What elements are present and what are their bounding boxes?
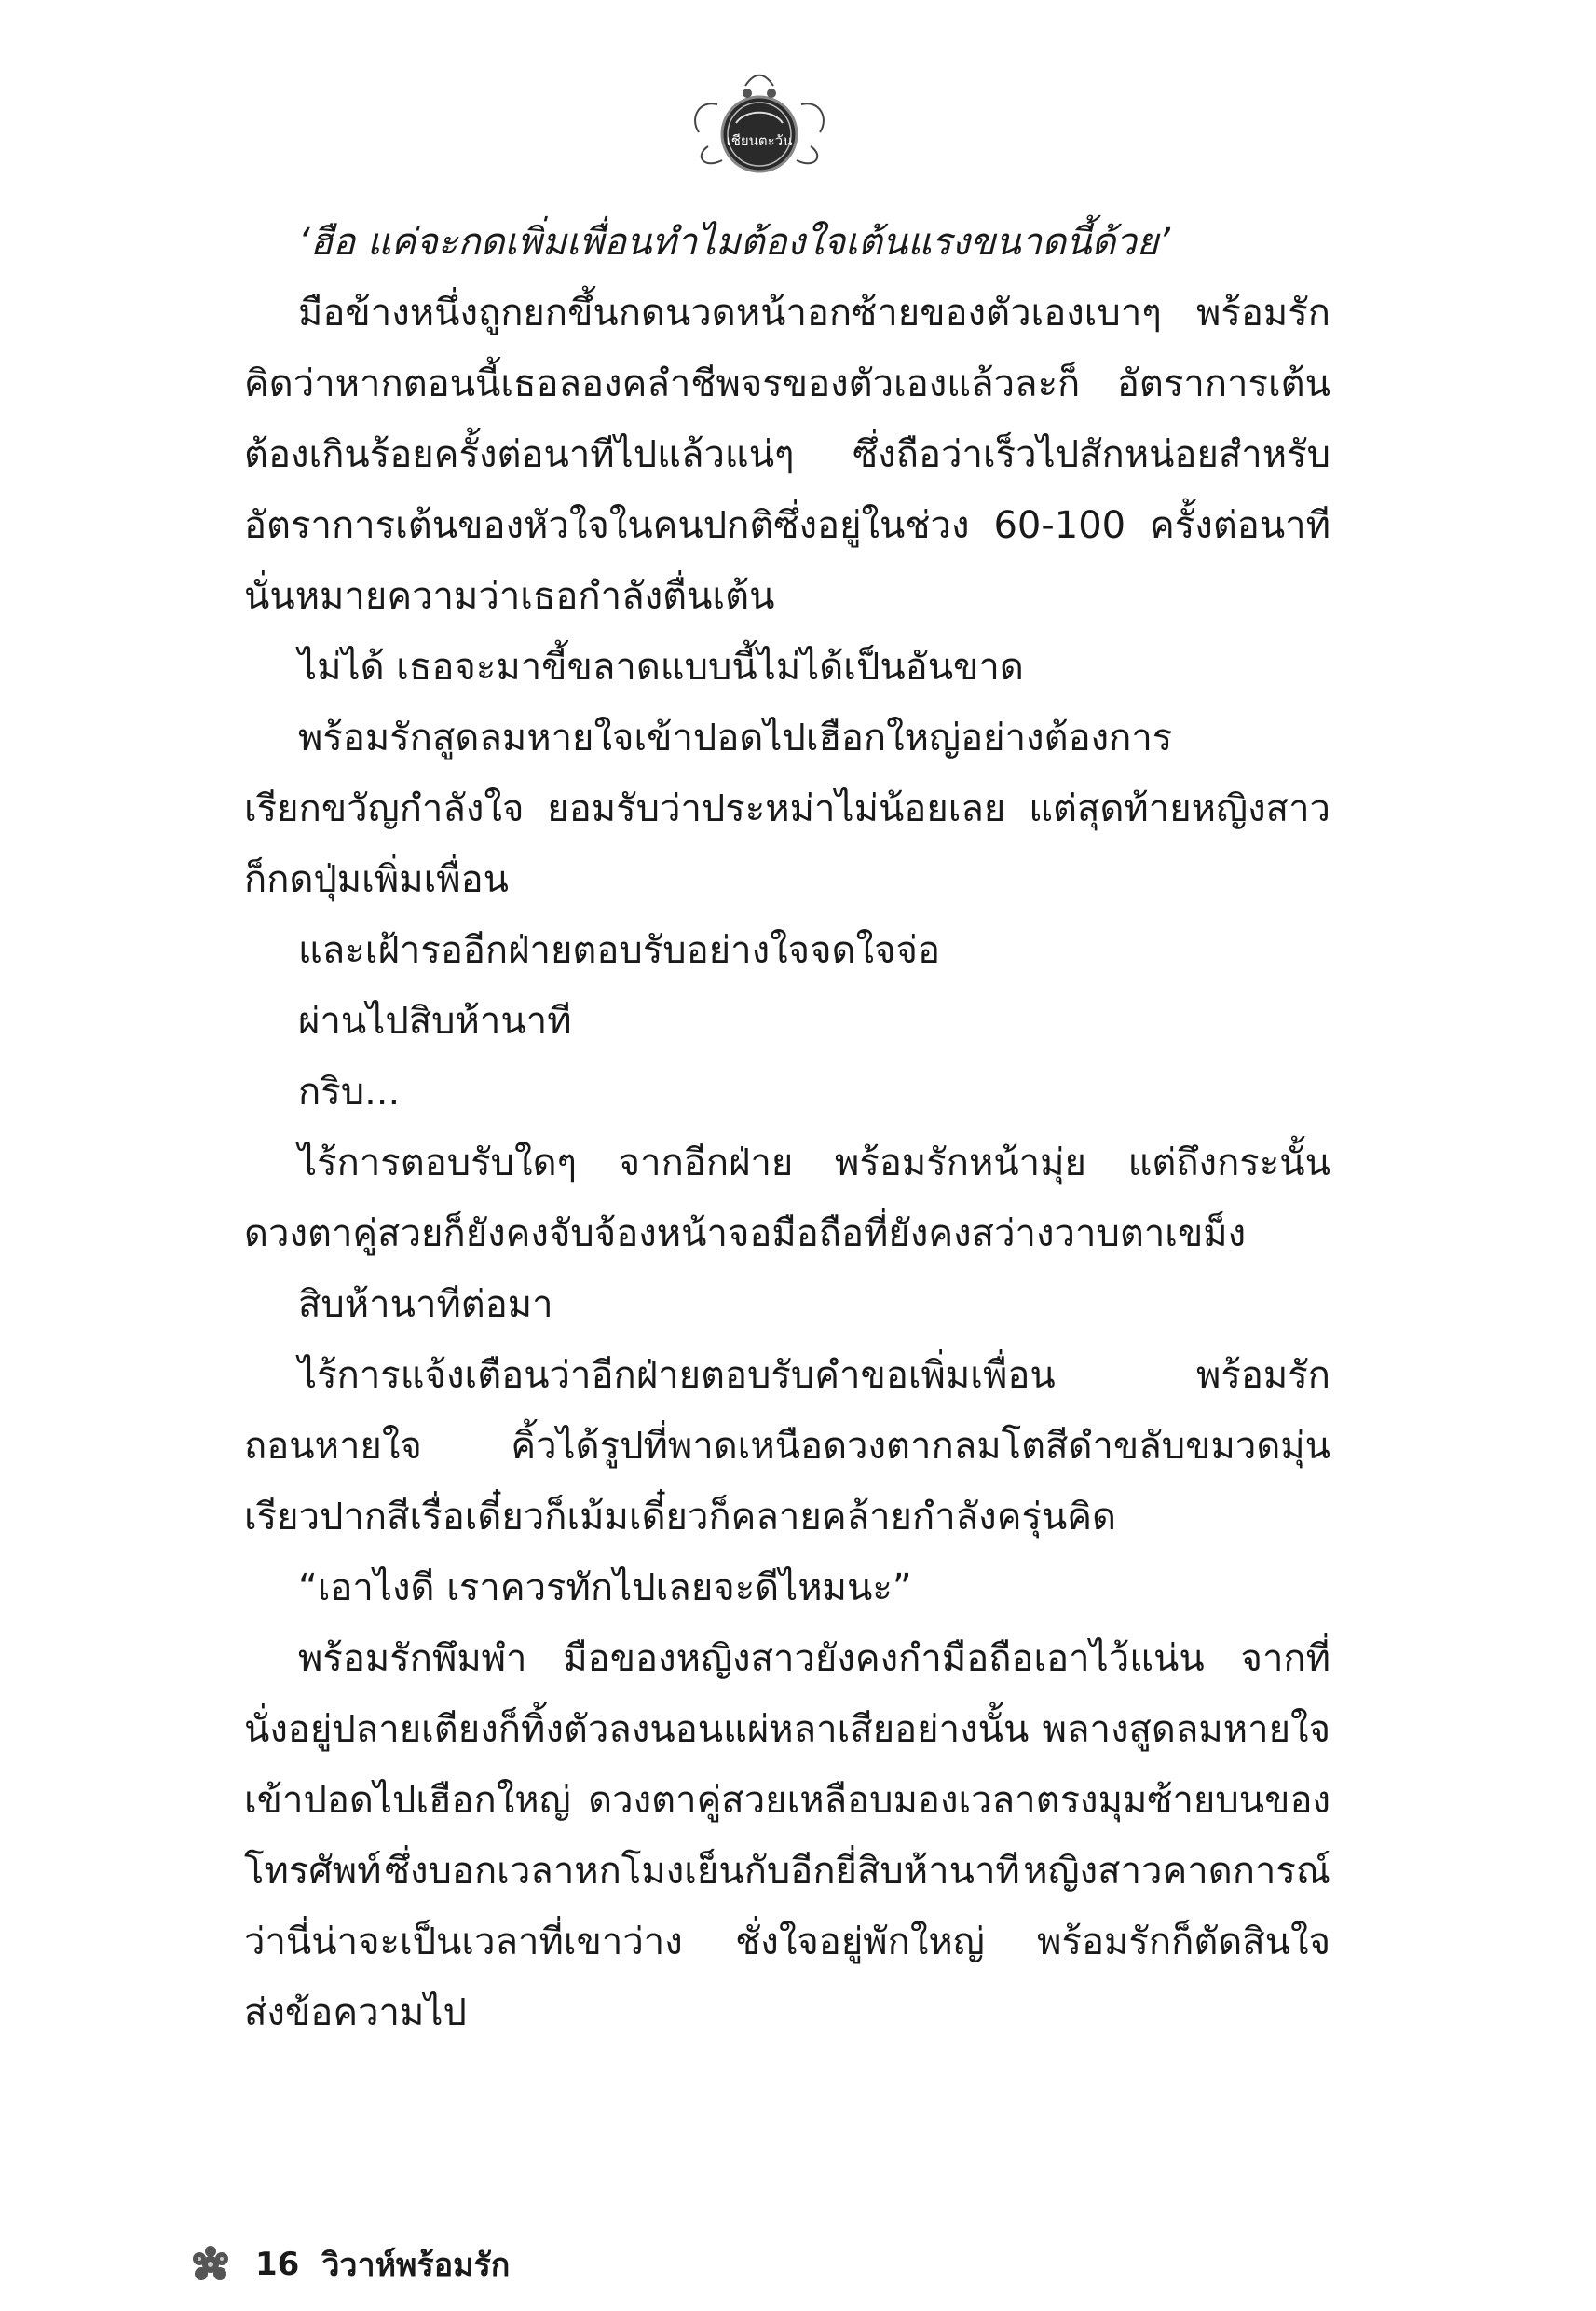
text-line: ไร้การตอบรับใดๆ จากอีกฝ่าย พร้อมรักหน้ามุ่ย แต่ถึงกระนั้น (298, 1142, 1330, 1184)
text-line: ว่านี่น่าจะเป็นเวลาที่เขาว่าง ชั่งใจอยู่พักใหญ่ พร้อมรักก็ตัดสินใจ (244, 1921, 1330, 1963)
paragraph (244, 915, 1330, 986)
text-line: ไม่ได้ เธอจะมาขี้ขลาดแบบนี้ไม่ได้เป็นอันขาด (298, 646, 1024, 689)
text-line: นั่นหมายความว่าเธอกำลังตื่นเต้น (244, 575, 775, 618)
paragraph (244, 1552, 1330, 1623)
text-line: สิบห้านาทีต่อมา (298, 1283, 553, 1326)
paragraph (244, 632, 1330, 703)
text-line: ดวงตาคู่สวยก็ยังคงจับจ้องหน้าจอมือถือที่ยังคงสว่างวาบตาเขม็ง (244, 1212, 1247, 1255)
text-line: ต้องเกินร้อยครั้งต่อนาทีไปแล้วแน่ๆ ซึ่งถือว่าเร็วไปสักหน่อยสำหรับ (244, 433, 1330, 476)
text-line: ก็กดปุ่มเพิ่มเพื่อน (244, 858, 509, 901)
text-line: และเฝ้ารออีกฝ่ายตอบรับอย่างใจจดใจจ่อ (298, 929, 940, 972)
text-line: ผ่านไปสิบห้านาที (298, 1000, 572, 1043)
text-line: เรียกขวัญกำลังใจ ยอมรับว่าประหม่าไม่น้อยเลย แต่สุดท้ายหญิงสาว (244, 787, 1330, 830)
paragraph (244, 207, 1330, 278)
paragraph (244, 1057, 1330, 1128)
paragraph (244, 278, 1330, 632)
text-line: ถอนหายใจ คิ้วได้รูปที่พาดเหนือดวงตากลมโตสีดำขลับขมวดมุ่น (244, 1425, 1330, 1468)
publisher-logo-text: เชียนตะวัน (726, 132, 793, 149)
text-line: อัตราการเต้นของหัวใจในคนปกติซึ่งอยู่ในช่วง 60-100 ครั้งต่อนาที (244, 504, 1330, 547)
text-line: คิดว่าหากตอนนี้เธอลองคลำชีพจรของตัวเองแล้วละก็ อัตราการเต้น (244, 362, 1330, 405)
paragraph (244, 1623, 1330, 2048)
page-number: 16 (255, 2246, 300, 2283)
text-line: โทรศัพท์ ซึ่งบอกเวลาหกโมงเย็นกับอีกยี่สิบห้านาที หญิงสาวคาดการณ์ (244, 1850, 1330, 1893)
text-line: มือข้างหนึ่งถูกยกขึ้นกดนวดหน้าอกซ้ายของตัวเองเบาๆ พร้อมรัก (298, 292, 1330, 335)
paragraph (244, 1269, 1330, 1340)
paragraph (244, 1340, 1330, 1552)
text-line: ไร้การแจ้งเตือนว่าอีกฝ่ายตอบรับคำขอเพิ่มเพื่อน พร้อมรัก (298, 1354, 1330, 1397)
text-line: พร้อมรักพึมพำ มือของหญิงสาวยังคงกำมือถือเอาไว้แน่น จากที่ (298, 1637, 1330, 1680)
paragraph (244, 1128, 1330, 1269)
text-line: ‘ฮือ แค่จะกดเพิ่มเพื่อนทำไมต้องใจเต้นแรงขนาดนี้ด้วย’ (298, 221, 1170, 264)
text-line: นั่งอยู่ปลายเตียงก็ทิ้งตัวลงนอนแผ่หลาเสียอย่างนั้น พลางสูดลมหายใจ (244, 1708, 1330, 1751)
paragraph (244, 986, 1330, 1057)
text-line: เข้าปอดไปเฮือกใหญ่ ดวงตาคู่สวยเหลือบมองเวลาตรงมุมซ้ายบนของ (244, 1779, 1330, 1822)
text-line: พร้อมรักสูดลมหายใจเข้าปอดไปเฮือกใหญ่อย่างต้องการ (298, 717, 1173, 759)
text-line: ส่งข้อความไป (244, 1991, 467, 2034)
paragraph (244, 703, 1330, 915)
publisher-logo (689, 67, 829, 179)
book-title: วิวาห์พร้อมรัก (321, 2247, 511, 2284)
flower-ornament-icon (186, 2242, 235, 2287)
text-line: เรียวปากสีเรื่อเดี๋ยวก็เม้มเดี๋ยวก็คลายคล้ายกำลังครุ่นคิด (244, 1496, 1117, 1538)
text-line: กริบ... (298, 1071, 401, 1114)
page-footer (186, 2236, 510, 2292)
text-line: “เอาไงดี เราควรทักไปเลยจะดีไหมนะ” (298, 1566, 912, 1609)
story-text (244, 207, 1330, 2048)
